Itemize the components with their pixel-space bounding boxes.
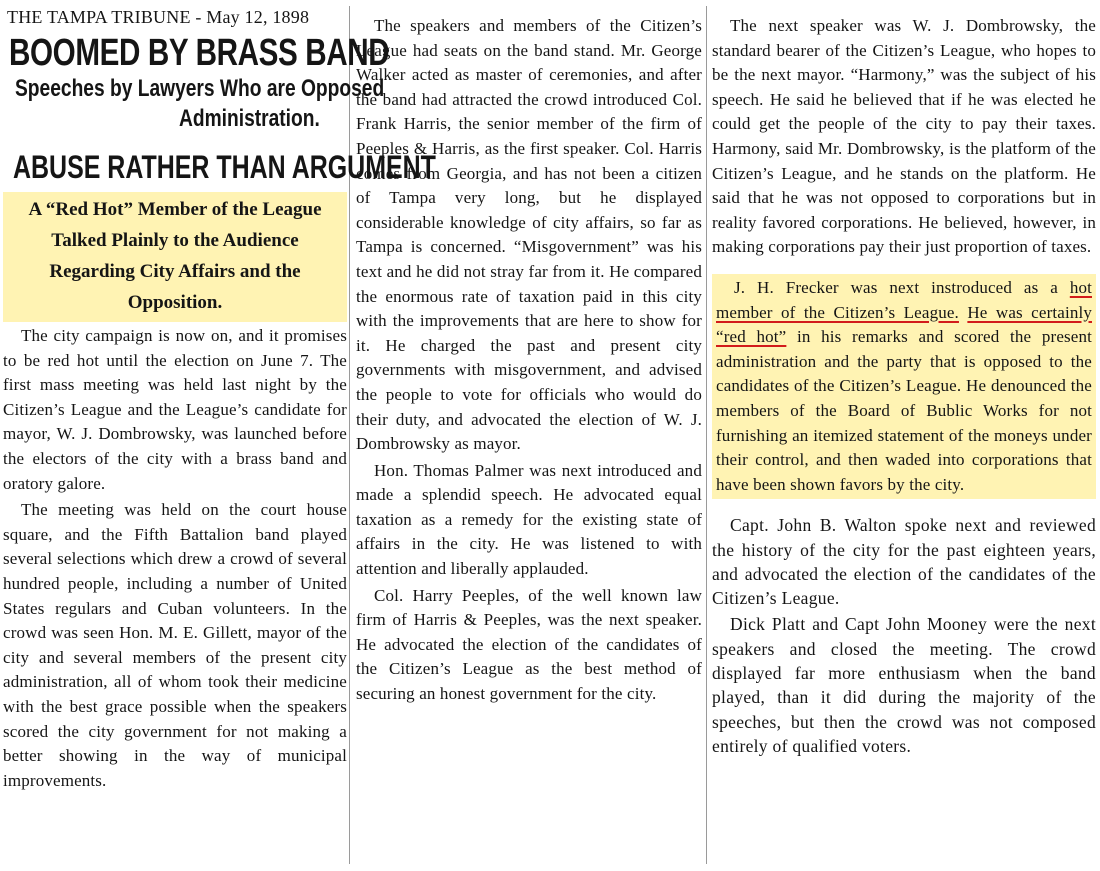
paragraph-lead: J. H. Frecker was next instroduced as a bbox=[734, 277, 1070, 297]
underlined-phrase: He was certainly “red hot” bbox=[716, 302, 1092, 347]
paragraph bbox=[716, 276, 1092, 497]
paragraph-rest: in his remarks and scored the present administration and the party that is opposed to the candidates of the Citizen’s League. He denounced the members of the Board of Bublic Works for not furnishing an itemized statement of the moneys under their control, and then waded into corporations that have been shown favors by the city. bbox=[716, 327, 1092, 494]
subheadline-line-1: Speeches by Lawyers Who are Opposed bbox=[15, 75, 385, 102]
secondary-headline: ABUSE RATHER THAN ARGUMENT bbox=[13, 149, 436, 185]
article-body bbox=[712, 14, 1096, 260]
subheadline-line-2: Administration. bbox=[179, 105, 320, 132]
column-divider bbox=[706, 6, 707, 864]
main-headline: BOOMED BY BRASS BAND bbox=[9, 32, 390, 74]
highlighted-deck: A “Red Hot” Member of the League Talked Plainly to the Audience Regarding City Affairs and the Opposition. bbox=[3, 192, 347, 322]
paragraph: Capt. John B. Walton spoke next and reviewed the history of the city for the past eighteen years, and advocated the election of the candidates of the Citizen’s League. bbox=[712, 515, 1096, 609]
article-column-2 bbox=[356, 0, 702, 871]
paragraph: Hon. Thomas Palmer was next introduced and made a splendid speech. He advocated equal taxation as a remedy for the existing state of affairs in the city. He was listened to with attention and liberally applauded. bbox=[356, 460, 702, 579]
article-column-1 bbox=[3, 0, 436, 871]
underlined-phrase: hot member of the Citizen’s League. bbox=[716, 277, 1092, 322]
paragraph: Col. Harry Peeples, of the well known law firm of Harris & Peeples, was the next speaker. He advocated the election of the candidates of the Citizen’s League as the best method of securing an honest government for the city. bbox=[356, 585, 702, 704]
masthead: THE TAMPA TRIBUNE - May 12, 1898 bbox=[7, 7, 310, 27]
highlighted-passage bbox=[712, 274, 1096, 499]
article-body bbox=[356, 14, 702, 707]
article-body bbox=[3, 324, 347, 793]
paragraph: Dick Platt and Capt John Mooney were the next speakers and closed the meeting. The crowd displayed far more enthusiasm when the band played, than it did during the majority of the speeches, but then the crowd was not composed entirely of qualified voters. bbox=[712, 614, 1096, 756]
paragraph: The meeting was held on the court house square, and the Fifth Battalion band played several selections which drew a crowd of several hundred people, including a number of United States regulars and Cuban volunteers. In the crowd was seen Hon. M. E. Gillett, mayor of the city and several members of the present city administration, all of whom took their medicine with the best grace possible when the speakers scored the city government for not making a better showing in the way of municipal improvements. bbox=[3, 500, 347, 790]
paragraph: The next speaker was W. J. Dombrowsky, the standard bearer of the Citizen’s League, who hopes to be the next mayor. “Harmony,” was the subject of his speech. He said he believed that if he was elected he could get the people of the city to pay their taxes. Harmony, said Mr. Dombrowsky, is the platform of the Citizen’s League, and he stands on the platform. He said that he was not opposed to corporations but in reality favored corporations. He believed, however, in making corporations pay their just proportion of taxes. bbox=[712, 16, 1096, 257]
column-divider bbox=[349, 6, 350, 864]
article-body bbox=[712, 513, 1096, 758]
paragraph: The city campaign is now on, and it promises to be red hot until the election on June 7. The first mass meeting was held last night by the Citizen’s League and the League’s candidate for mayor, W. J. Dombrowsky, was launched before the electors of the city with a brass band and oratory galore. bbox=[3, 326, 347, 493]
article-column-3 bbox=[712, 0, 1096, 871]
paragraph: The speakers and members of the Citizen’s League had seats on the band stand. Mr. George Walker acted as master of ceremonies, and after the band had attracted the crowd introduced Col. Frank Harris, the senior member of the firm of Peeples & Harris, as the first speaker. Col. Harris comes from Georgia, and has not been a citizen of Tampa very long, but he displayed considerable knowledge of city affairs, so far as Tampa is concerned. “Misgovernment” was his text and he did not stray far from it. He compared the enormous rate of taxation paid in this city with the improvements that are here to show for it. He charged the past and present city governments with misgovernment, and advised the people to vote for officials who would do their duty, and advocated the election of W. J. Dombrowsky as mayor. bbox=[356, 16, 702, 454]
